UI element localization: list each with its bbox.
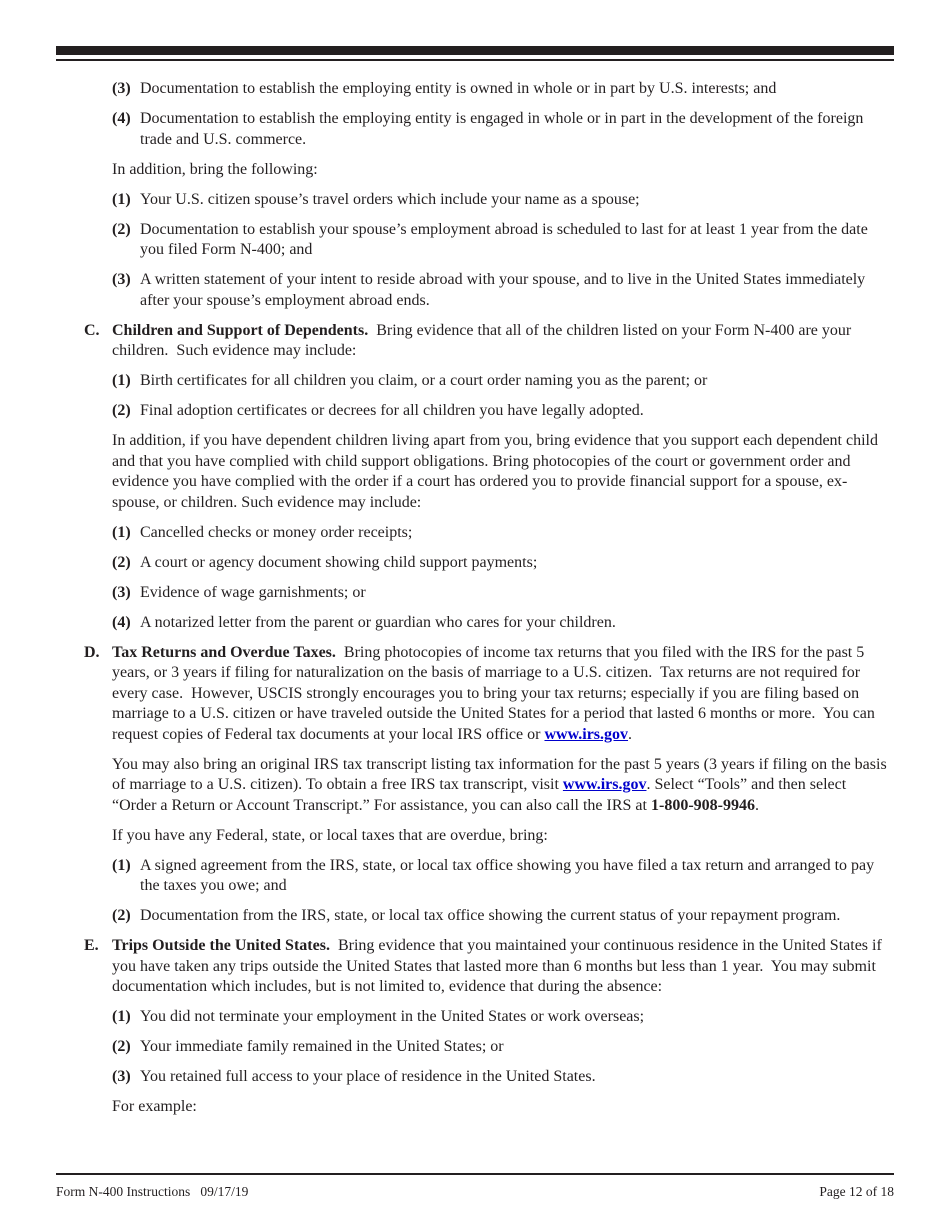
item-number: (1): [112, 190, 131, 208]
section-heading: Trips Outside the United States.: [112, 937, 330, 954]
list-item: [84, 270, 894, 311]
item-text: Birth certificates for all children you claim, or a court order naming you as the parent; or: [140, 372, 708, 389]
item-number: (2): [112, 907, 131, 924]
list-item: [84, 906, 894, 927]
footer-rule: [56, 1173, 894, 1175]
footer-form-id: Form N-400 Instructions 09/17/19: [56, 1184, 249, 1199]
list-item: [84, 220, 894, 261]
item-text: Evidence of wage garnishments; or: [140, 583, 366, 601]
item-text: Documentation to establish your spouse’s employment abroad is scheduled to last for at least 1 year from the date you filed Form N-400; and: [140, 220, 868, 258]
paragraph-text: You may also bring an original IRS tax transcript listing tax information for the past 5 years (3 years if filing on the basis of marriage to a U.S. citizen). To obtain a free IRS tax transcript, visit: [112, 755, 887, 793]
list-item: [84, 109, 894, 150]
list-item: [84, 1037, 894, 1058]
text-period: .: [628, 725, 633, 743]
item-number: (4): [112, 613, 131, 631]
item-number: (3): [112, 271, 131, 288]
item-text: A written statement of your intent to reside abroad with your spouse, and to live in the United States immediately after your spouse’s employment abroad ends.: [140, 271, 866, 309]
item-text: A signed agreement from the IRS, state, or local tax office showing you have filed a tax return and arranged to pay the taxes you owe; and: [140, 856, 875, 894]
item-text: Documentation to establish the employing entity is engaged in whole or in part in the development of the foreign trade and U.S. commerce.: [140, 110, 864, 148]
list-item: [84, 1007, 894, 1028]
item-number: (2): [112, 402, 131, 419]
item-text: You did not terminate your employment in the United States or work overseas;: [140, 1008, 645, 1025]
section-d: [84, 643, 894, 746]
item-number: (3): [112, 80, 131, 97]
in-addition-text: In addition, bring the following:: [112, 160, 318, 178]
section-e: [84, 936, 894, 998]
item-text: A court or agency document showing child support payments;: [140, 553, 538, 571]
list-item: [84, 371, 894, 392]
list-item: [84, 1067, 894, 1088]
for-example-text: For example:: [112, 1098, 197, 1115]
section-c: [84, 321, 894, 362]
list-item: [84, 523, 894, 544]
item-number: (2): [112, 553, 131, 571]
section-d-transcript-paragraph: [84, 755, 894, 817]
list-item: [84, 613, 894, 634]
paragraph-text: . Select “Tools” and then select “Order a Return or Account Transcript.” For assistance, you can also call the IRS at: [112, 776, 847, 814]
paragraph-text: .: [754, 796, 759, 814]
item-text: Documentation from the IRS, state, or local tax office showing the current status of your repayment program.: [140, 907, 841, 924]
item-number: (3): [112, 1068, 131, 1085]
section-heading: Children and Support of Dependents.: [112, 321, 369, 339]
item-number: (1): [112, 523, 131, 541]
item-text: Your U.S. citizen spouse’s travel orders which include your name as a spouse;: [140, 190, 640, 208]
list-item: [84, 583, 894, 604]
item-text: You retained full access to your place of residence in the United States.: [140, 1068, 596, 1085]
header-rule-thin: [56, 59, 894, 61]
section-letter: E.: [84, 937, 99, 954]
section-text: Bring evidence that all of the children listed on your Form N-400 are your children. Such evidence may include:: [112, 321, 856, 359]
item-text: Final adoption certificates or decrees for all children you have legally adopted.: [140, 402, 644, 419]
item-number: (1): [112, 856, 131, 874]
item-number: (2): [112, 220, 131, 238]
list-item: [84, 79, 894, 100]
item-text: A notarized letter from the parent or guardian who cares for your children.: [140, 613, 616, 631]
item-text: Cancelled checks or money order receipts;: [140, 523, 413, 541]
section-letter: D.: [84, 643, 100, 661]
page-content: [84, 79, 894, 1127]
item-text: Documentation to establish the employing entity is owned in whole or in part by U.S. interests; and: [140, 80, 777, 97]
section-text: Bring evidence that you maintained your continuous residence in the United States if you have taken any trips outside the United States that lasted more than 6 months but less than 1 year. You may submit documentation which includes, but is not limited to, evidence that during the absence:: [112, 937, 886, 995]
section-text: Bring photocopies of income tax returns that you filed with the IRS for the past 5 years, or 3 years if filing for naturalization on the basis of marriage to a U.S. citizen. Tax returns are not required for every case. However, USCIS strongly encourages you to bring your tax returns; especially if you are filing based on marriage to a U.S. citizen or have traveled outside the United States for a period that lasted 6 months or more. You can request copies of Federal tax documents at your local IRS office or: [112, 643, 879, 743]
item-number: (2): [112, 1038, 131, 1055]
list-item: [84, 401, 894, 422]
section-letter: C.: [84, 321, 100, 339]
list-item: [84, 190, 894, 211]
section-d-overdue-paragraph: If you have any Federal, state, or local taxes that are overdue, bring:: [112, 826, 548, 844]
item-number: (1): [112, 1008, 131, 1025]
header-rule-thick: [56, 46, 894, 55]
list-item: [84, 553, 894, 574]
irs-phone: 1-800-908-9946: [650, 796, 755, 814]
item-number: (4): [112, 110, 131, 127]
section-c-paragraph: In addition, if you have dependent children living apart from you, bring evidence that you support each dependent child and that you have complied with child support obligations. Bring photocopies of the court or government order and evidence you have complied with the order if a court has ordered you to provide financial support for a spouse, ex-spouse, or children. Such evidence may include:: [112, 432, 878, 511]
irs-link[interactable]: www.irs.gov: [562, 776, 647, 793]
list-item: [84, 856, 894, 897]
footer-page-number: Page 12 of 18: [819, 1184, 894, 1199]
item-number: (1): [112, 372, 131, 389]
item-text: Your immediate family remained in the United States; or: [140, 1038, 504, 1055]
irs-link[interactable]: www.irs.gov: [544, 725, 629, 743]
section-heading: Tax Returns and Overdue Taxes.: [112, 643, 336, 661]
item-number: (3): [112, 583, 131, 601]
